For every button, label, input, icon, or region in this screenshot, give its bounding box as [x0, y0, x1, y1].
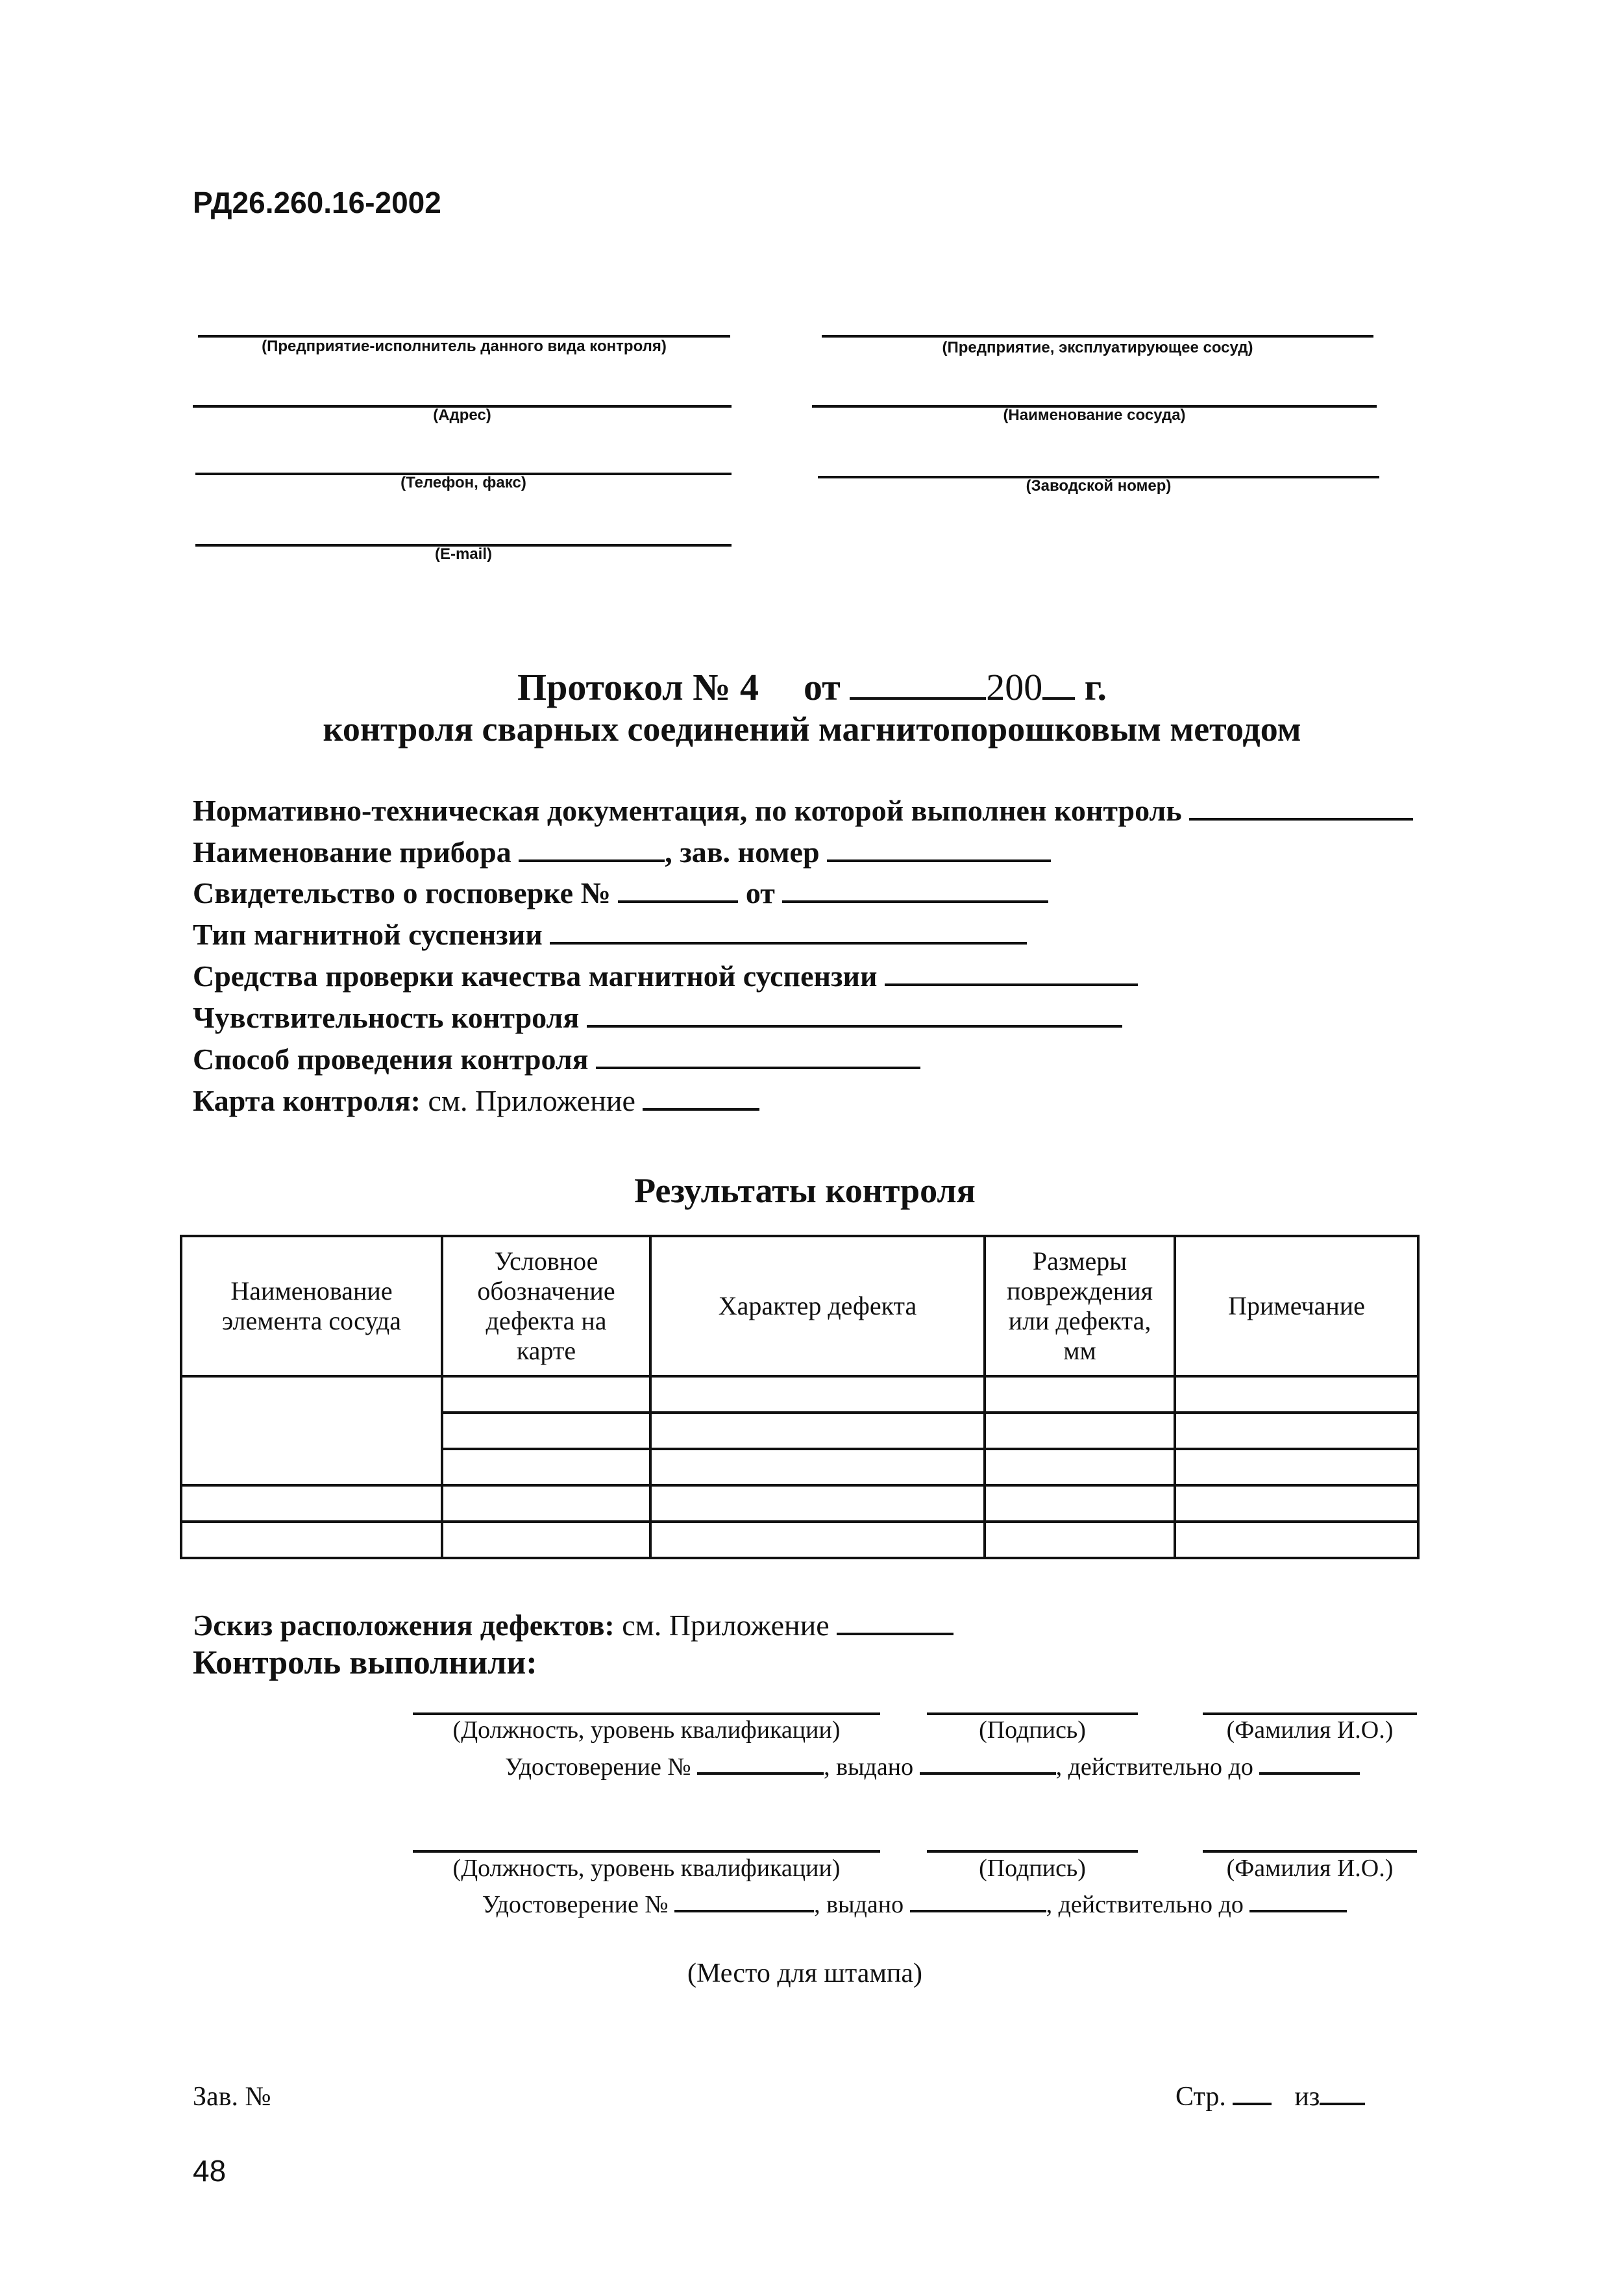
caption-vessel-name: (Наименование сосуда) [1003, 406, 1186, 424]
name-caption: (Фамилия И.О.) [1226, 1855, 1394, 1882]
form-certificate-label: Свидетельство о госповерке № [193, 876, 611, 909]
caption-enterprise-executor: (Предприятие-исполнитель данного вида контроля) [262, 338, 667, 355]
signature-caption: (Подпись) [979, 1855, 1086, 1882]
page-number: 48 [193, 2154, 227, 2188]
blank-line [822, 335, 1373, 338]
issued-date-field [920, 1753, 1056, 1775]
certificate-number-field [674, 1890, 814, 1912]
form-suspension-type-field [550, 920, 1027, 945]
sketch-label: Эскиз расположения дефектов: [193, 1609, 615, 1642]
column-defect-nature: Характер дефекта [650, 1236, 985, 1376]
signature-line [927, 1712, 1138, 1715]
document-code: РД26.260.16-2002 [193, 186, 441, 219]
column-note: Примечание [1175, 1236, 1418, 1376]
factory-number-label: Зав. № [193, 2082, 271, 2112]
table-cell[interactable] [1175, 1449, 1418, 1485]
protocol-year-field [1042, 669, 1075, 700]
of-label: из [1294, 2082, 1320, 2112]
column-element-name: Наименование элемента сосуда [181, 1236, 442, 1376]
table-cell[interactable] [442, 1413, 650, 1449]
caption-phone-fax: (Телефон, факс) [400, 474, 526, 491]
sketch-field [837, 1611, 953, 1635]
table-cell[interactable] [181, 1522, 442, 1558]
protocol-number: Протокол № 4 [517, 666, 759, 708]
page-label: Стр. [1175, 2082, 1226, 2112]
valid-until-field [1249, 1890, 1347, 1912]
protocol-subtitle: контроля сварных соединений магнитопорошковым методом [323, 710, 1301, 748]
form-serial-field [827, 837, 1051, 862]
caption-operating-enterprise: (Предприятие, эксплуатирующее сосуд) [942, 339, 1253, 356]
table-cell[interactable] [985, 1449, 1175, 1485]
form-device [193, 835, 1051, 869]
form-map-label: Карта контроля: [193, 1084, 421, 1117]
table-row [181, 1522, 1418, 1558]
table-cell[interactable] [442, 1449, 650, 1485]
form-map-ref: см. Приложение [428, 1084, 635, 1117]
table-cell[interactable] [181, 1376, 442, 1485]
form-suspension-check-label: Средства проверки качества магнитной суспензии [193, 959, 878, 993]
table-cell[interactable] [442, 1485, 650, 1522]
table-row [181, 1376, 1418, 1413]
protocol-year-suffix: г. [1084, 666, 1107, 708]
name-caption: (Фамилия И.О.) [1226, 1716, 1394, 1744]
form-suspension-type-label: Тип магнитной суспензии [193, 918, 543, 951]
protocol-from-label: от [804, 666, 841, 708]
form-map-field [643, 1086, 759, 1111]
form-cert-from-label: от [745, 876, 775, 909]
table-cell[interactable] [650, 1413, 985, 1449]
form-cert-date-field [782, 878, 1048, 903]
position-caption: (Должность, уровень квалификации) [452, 1855, 841, 1882]
certificate-line [482, 1890, 1347, 1919]
form-ntd [193, 793, 1413, 828]
form-certificate-field [618, 878, 738, 903]
certificate-line [505, 1753, 1360, 1781]
performed-by-heading: Контроль выполнили: [193, 1644, 537, 1681]
table-cell[interactable] [1175, 1485, 1418, 1522]
protocol-year-prefix: 200 [986, 666, 1043, 708]
table-cell[interactable] [985, 1522, 1175, 1558]
caption-serial-number: (Заводской номер) [1026, 477, 1172, 495]
table-cell[interactable] [985, 1485, 1175, 1522]
issued-label: , выдано [824, 1753, 914, 1781]
table-cell[interactable] [985, 1376, 1175, 1413]
column-defect-size: Размеры повреждения или дефекта, мм [985, 1236, 1175, 1376]
form-suspension-check-field [885, 961, 1138, 986]
form-serial-label: , зав. номер [665, 835, 820, 869]
results-heading: Результаты контроля [634, 1171, 976, 1210]
form-sensitivity-label: Чувствительность контроля [193, 1001, 580, 1034]
table-cell[interactable] [650, 1485, 985, 1522]
table-cell[interactable] [650, 1522, 985, 1558]
sketch-ref: см. Приложение [622, 1609, 830, 1642]
table-cell[interactable] [1175, 1413, 1418, 1449]
issued-label: , выдано [814, 1891, 904, 1918]
form-ntd-label: Нормативно-техническая документация, по которой выполнен контроль [193, 794, 1182, 827]
table-row [181, 1485, 1418, 1522]
page-of-pages [1175, 2081, 1365, 2112]
form-certificate [193, 876, 1048, 910]
form-method-label: Способ проведения контроля [193, 1043, 589, 1076]
table-cell[interactable] [650, 1449, 985, 1485]
certificate-label: Удостоверение № [505, 1753, 691, 1781]
protocol-date-field [850, 669, 986, 700]
form-control-map [193, 1083, 759, 1118]
stamp-placeholder: (Место для штампа) [687, 1959, 923, 1988]
caption-address: (Адрес) [433, 406, 491, 424]
total-pages-field [1320, 2083, 1365, 2105]
page-field [1233, 2083, 1272, 2105]
form-suspension-check [193, 959, 1138, 993]
caption-email: (E-mail) [434, 545, 492, 563]
sketch-line [193, 1608, 953, 1642]
form-method [193, 1042, 920, 1076]
results-table [180, 1235, 1420, 1559]
table-cell[interactable] [442, 1522, 650, 1558]
form-sensitivity [193, 1000, 1122, 1035]
valid-until-label: , действительно до [1055, 1753, 1253, 1781]
signature-line [927, 1850, 1138, 1853]
form-method-field [596, 1045, 920, 1069]
position-line [413, 1712, 880, 1715]
form-suspension-type [193, 917, 1027, 952]
issued-date-field [910, 1890, 1046, 1912]
form-device-label: Наименование прибора [193, 835, 511, 869]
form-ntd-field [1189, 796, 1413, 821]
name-line [1203, 1712, 1417, 1715]
position-line [413, 1850, 880, 1853]
position-caption: (Должность, уровень квалификации) [452, 1716, 841, 1744]
signature-caption: (Подпись) [979, 1716, 1086, 1744]
table-cell[interactable] [985, 1413, 1175, 1449]
form-sensitivity-field [587, 1003, 1122, 1028]
table-cell[interactable] [1175, 1376, 1418, 1413]
column-defect-designation: Условное обозначение дефекта на карте [442, 1236, 650, 1376]
table-cell[interactable] [650, 1376, 985, 1413]
valid-until-label: , действительно до [1046, 1891, 1244, 1918]
form-device-field [519, 837, 665, 862]
table-cell[interactable] [181, 1485, 442, 1522]
table-cell[interactable] [442, 1376, 650, 1413]
protocol-title [0, 665, 1624, 709]
valid-until-field [1259, 1753, 1360, 1775]
certificate-number-field [697, 1753, 824, 1775]
results-header-row [181, 1236, 1418, 1376]
table-cell[interactable] [1175, 1522, 1418, 1558]
certificate-label: Удостоверение № [482, 1891, 669, 1918]
name-line [1203, 1850, 1417, 1853]
